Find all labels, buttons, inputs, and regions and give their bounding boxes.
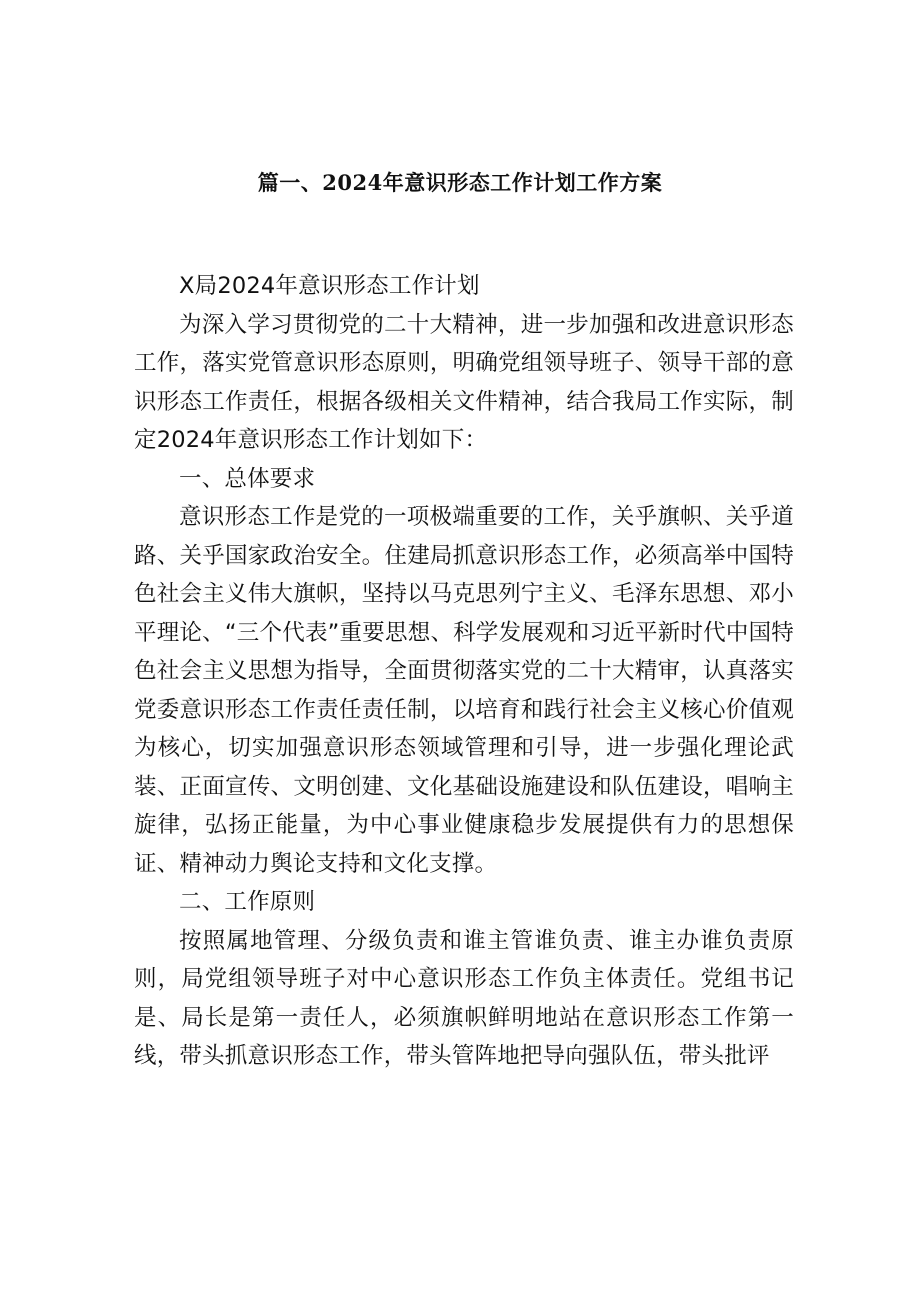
document-title: 篇一、2024年意识形态工作计划工作方案 — [257, 170, 663, 195]
subtitle-paragraph: X局2024年意识形态工作计划 — [179, 273, 480, 299]
general-requirements-paragraph: 意识形态工作是党的一项极端重要的工作，关乎旗帜、关乎道路、关乎国家政治安全。住建局抓意识形态工作，必须高举中国特色社会主义伟大旗帜，坚持以马克思列宁主义、毛泽东思想、邓小平理论、“三个代表”重要思想、科学发展观和习近平新时代中国特色社会主义思想为指导，全面贯彻落实党的二十大精审，认真落实党委意识形态工作责任责任制，以培育和践行社会主义核心价值观为核心，切实加强意识形态领域管理和引导，进一步强化理论武装、正面宣传、文明创建、文化基础设施建设和队伍建设，唱响主旋律，弘扬正能量，为中心事业健康稳步发展提供有力的思想保证、精神动力舆论支持和文化支撑。 — [134, 504, 794, 877]
intro-paragraph: 为深入学习贯彻党的二十大精神，进一步加强和改进意识形态工作，落实党管意识形态原则，明确党组领导班子、领导干部的意识形态工作责任，根据各级相关文件精神，结合我局工作实际，制定2024年意识形态工作计划如下： — [134, 311, 794, 453]
work-principles-paragraph: 按照属地管理、分级负责和谁主管谁负责、谁主办谁负责原则，局党组领导班子对中心意识形态工作负主体责任。党组书记是、局长是第一责任人，必须旗帜鲜明地站在意识形态工作第一线，带头抓意识形态工作，带头管阵地把导向强队伍，带头批评 — [134, 927, 794, 1069]
document-body — [134, 267, 794, 1076]
section-heading-work-principles: 二、工作原则 — [179, 889, 316, 915]
section-heading-general-requirements: 一、总体要求 — [179, 465, 316, 492]
